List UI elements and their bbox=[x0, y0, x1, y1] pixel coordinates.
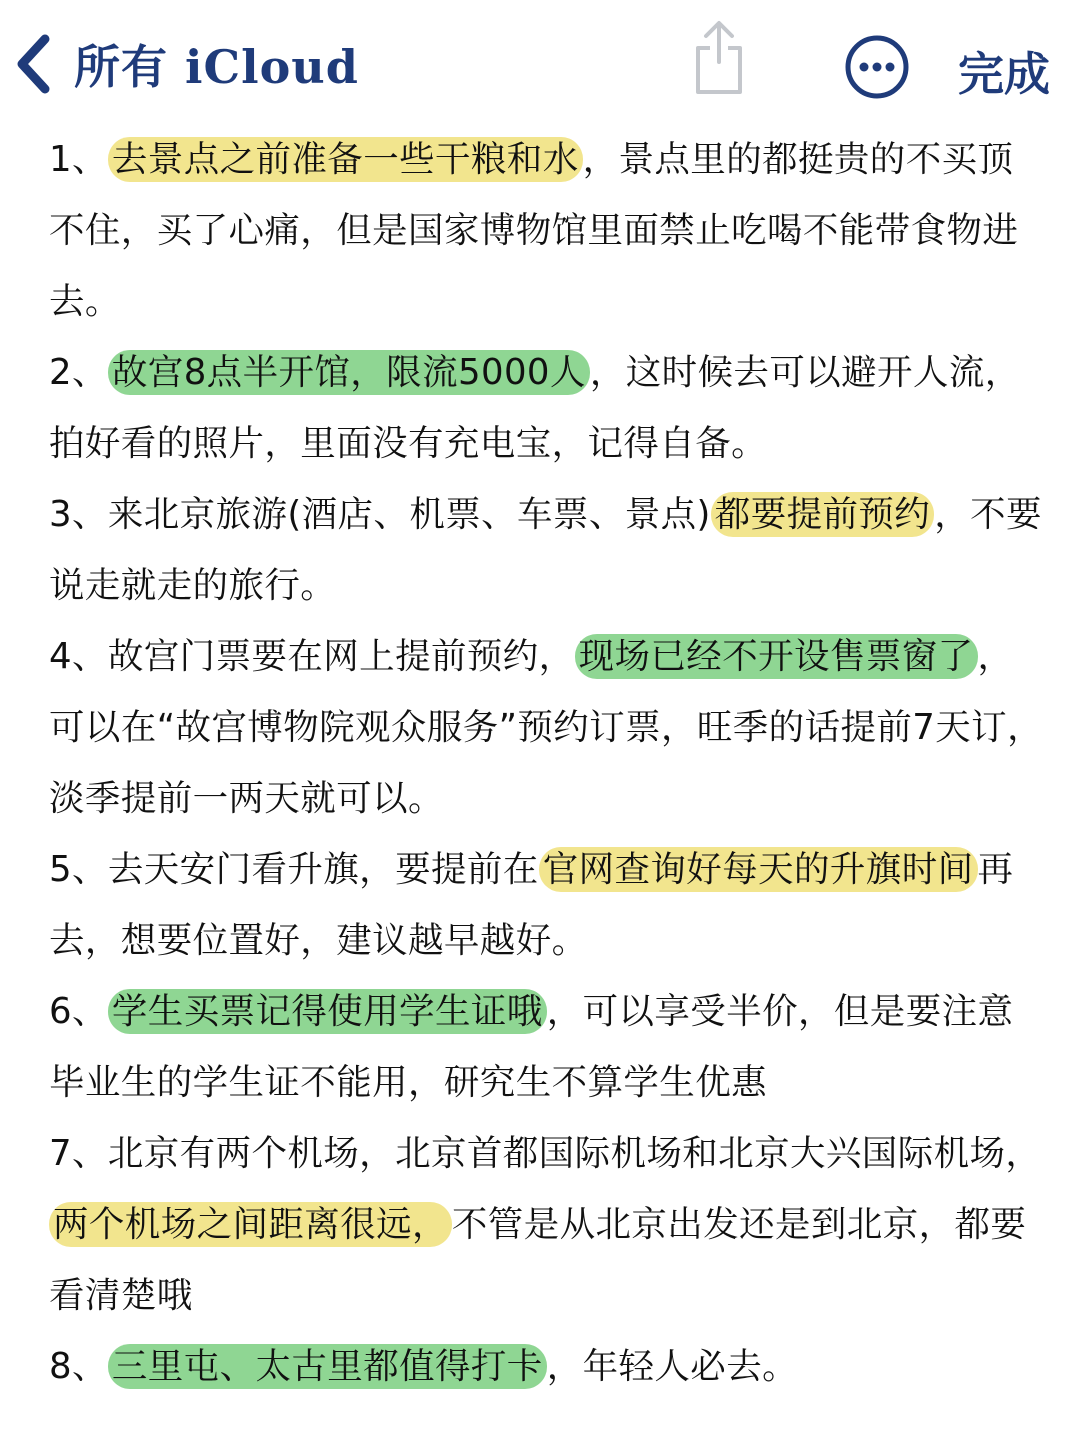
item-prefix: 4、故宫门票要在网上提前预约， bbox=[49, 636, 575, 677]
list-item bbox=[49, 621, 1043, 834]
more-options-button[interactable] bbox=[842, 32, 912, 102]
item-prefix: 7、北京有两个机场，北京首都国际机场和北京大兴国际机场， bbox=[49, 1133, 1042, 1174]
item-prefix: 2、 bbox=[49, 352, 108, 393]
list-item bbox=[49, 124, 1043, 337]
item-prefix: 1、 bbox=[49, 139, 108, 180]
list-item bbox=[49, 1118, 1043, 1331]
list-item bbox=[49, 834, 1043, 976]
highlighted-text: 三里屯、太古里都值得打卡 bbox=[108, 1344, 547, 1389]
item-prefix: 8、 bbox=[49, 1346, 108, 1387]
item-text: ，可以在“故宫博物院观众服务”预约订票，旺季的话提前7天订，淡季提前一两天就可以。 bbox=[49, 636, 1043, 819]
share-icon bbox=[690, 83, 748, 102]
chevron-left-icon bbox=[14, 33, 52, 95]
item-text: 再去，想要位置好，建议越早越好。 bbox=[49, 849, 1014, 961]
highlighted-text: 官网查询好每天的升旗时间 bbox=[539, 847, 978, 892]
note-body[interactable] bbox=[49, 124, 1043, 1402]
highlighted-text: 去景点之前准备一些干粮和水 bbox=[108, 137, 583, 182]
highlighted-text: 现场已经不开设售票窗了 bbox=[575, 634, 978, 679]
item-text: 不管是从北京出发还是到北京，都要看清楚哦 bbox=[49, 1204, 1027, 1316]
item-text: ，这时候去可以避开人流，拍好看的照片，里面没有充电宝，记得自备。 bbox=[49, 352, 1021, 464]
item-text: ，可以享受半价，但是要注意毕业生的学生证不能用，研究生不算学生优惠 bbox=[49, 991, 1014, 1103]
back-button[interactable] bbox=[14, 30, 359, 98]
highlighted-text: 学生买票记得使用学生证哦 bbox=[108, 989, 547, 1034]
item-text: ，不要说走就走的旅行。 bbox=[49, 494, 1042, 606]
list-item bbox=[49, 1331, 1043, 1402]
highlighted-text: 故宫8点半开馆，限流5000人 bbox=[108, 350, 590, 395]
list-item bbox=[49, 479, 1043, 621]
item-prefix: 3、来北京旅游(酒店、机票、车票、景点) bbox=[49, 494, 711, 535]
navigation-bar bbox=[0, 0, 1080, 120]
back-button-label: 所有 iCloud bbox=[74, 40, 359, 94]
more-icon bbox=[842, 87, 912, 106]
highlighted-text: 都要提前预约 bbox=[711, 492, 934, 537]
share-button[interactable] bbox=[690, 18, 748, 98]
item-text: ，景点里的都挺贵的不买顶不住，买了心痛，但是国家博物馆里面禁止吃喝不能带食物进去。 bbox=[49, 139, 1019, 322]
item-text: ，年轻人必去。 bbox=[546, 1346, 799, 1387]
highlighted-text: 两个机场之间距离很远， bbox=[49, 1202, 452, 1247]
item-prefix: 5、去天安门看升旗，要提前在 bbox=[49, 849, 539, 890]
list-item bbox=[49, 337, 1043, 479]
done-button[interactable]: 完成 bbox=[958, 47, 1050, 101]
item-prefix: 6、 bbox=[49, 991, 108, 1032]
list-item bbox=[49, 976, 1043, 1118]
